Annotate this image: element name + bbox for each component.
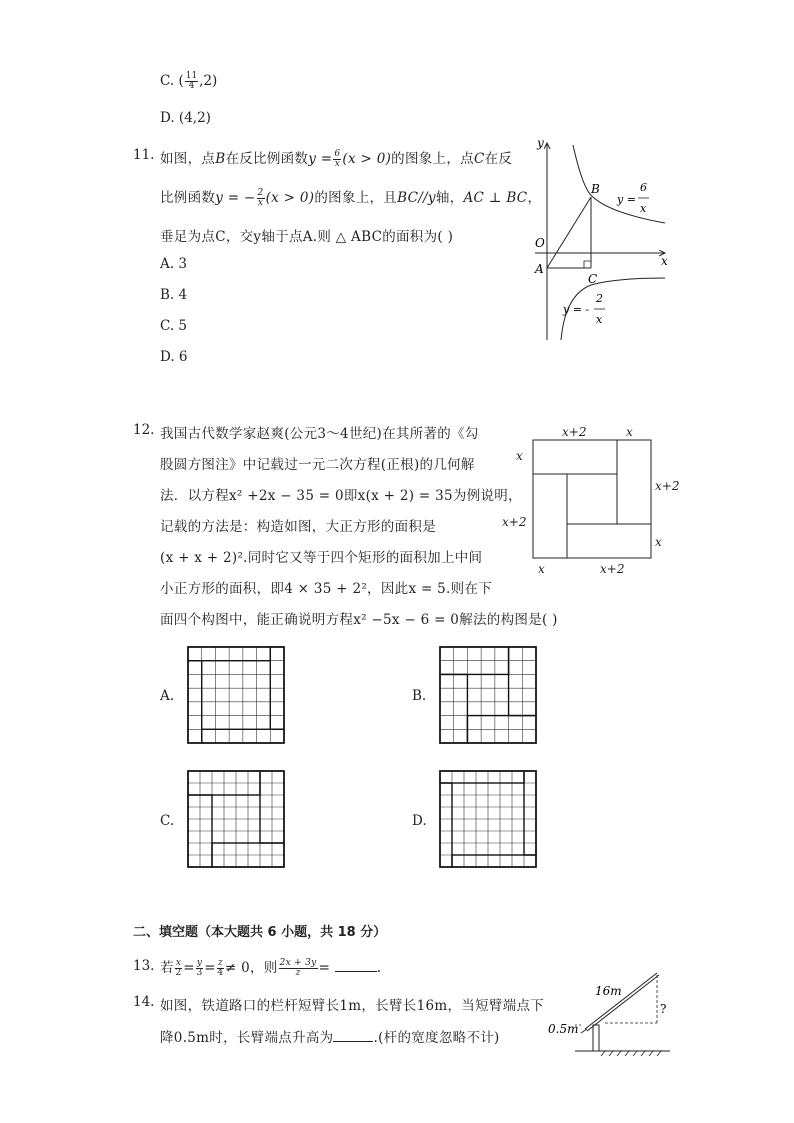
q13-line: 若 $\frac{x}{2}$ = $\frac{y}{3}$ = $\frac{z}{4}$ ≠ 0，则 $\frac{2x + 3y}{z}$ = .	[160, 958, 382, 978]
q12-figure	[500, 420, 690, 580]
q11-line2: 比例函数y = − $\frac{2}{x}$ (x > 0)的图象上，且BC//y轴，AC ⊥ BC，	[160, 188, 542, 208]
label-16m: 16m	[595, 984, 622, 998]
q12-line2: 股圆方图注》中记载过一元二次方程(正根)的几何解	[160, 457, 475, 473]
q10-option-c[interactable]: C. ( $\frac{11}{4}$ ,2)	[160, 71, 218, 91]
q14-line2: 降0.5m时，长臂端点升高为 .(杆的宽度忽略不计)	[160, 1030, 500, 1046]
q12-option-c-label[interactable]: C.	[160, 813, 175, 829]
label-a: A	[535, 262, 544, 276]
q11-line3: 垂足为点C，交y轴于点A.则 △ ABC的面积为( )	[160, 229, 454, 245]
rect-top	[533, 440, 617, 474]
q14-number: 14.	[133, 994, 155, 1010]
q12-line6: 小正方形的面积，即4 × 35 + 2²，因此x = 5.则在下	[160, 581, 493, 597]
post	[593, 1025, 599, 1051]
curve-6-over-x	[573, 145, 665, 223]
q12-line4: 记载的方法是：构造如图，大正方形的面积是	[160, 519, 436, 535]
svg-text:x: x	[640, 202, 647, 215]
rect-right	[617, 440, 651, 524]
q13-answer-blank[interactable]	[335, 959, 377, 972]
q12-option-b-figure[interactable]	[439, 646, 537, 744]
svg-text:x: x	[626, 425, 633, 439]
q14-line1: 如图，铁道路口的栏杆短臂长1m，长臂长16m，当短臂端点下	[160, 998, 545, 1014]
q10-option-d[interactable]: D. (4,2)	[160, 110, 211, 126]
q10-option-c-label: C.	[160, 73, 175, 89]
q11-option-d[interactable]: D. 6	[160, 349, 188, 365]
curve1-label: y =	[617, 193, 636, 206]
q12-option-d-label[interactable]: D.	[412, 813, 427, 829]
q12-option-a-figure[interactable]	[187, 646, 285, 744]
q12-line5: (x + x + 2)².同时它又等于四个矩形的面积加上中间	[160, 550, 483, 566]
q13-number: 13.	[133, 958, 155, 974]
q12-option-a-label[interactable]: A.	[160, 688, 175, 704]
label-o: O	[535, 236, 545, 250]
svg-text:x+2: x+2	[655, 479, 680, 493]
label-x: x	[661, 254, 668, 268]
curve2-label: y = -	[563, 303, 590, 316]
q14-figure	[545, 965, 675, 1060]
svg-text:x: x	[538, 562, 545, 576]
svg-text:2: 2	[596, 292, 603, 305]
label-c: C	[588, 272, 598, 286]
rect-bottom	[567, 524, 651, 558]
label-question: ?	[660, 1002, 667, 1016]
long-arm	[585, 973, 657, 1029]
q11-figure	[525, 135, 675, 345]
q11-option-a[interactable]: A. 3	[160, 256, 187, 272]
right-angle-mark	[584, 261, 591, 268]
svg-text:6: 6	[640, 181, 647, 194]
segment-ab	[547, 197, 591, 268]
q11-option-c[interactable]: C. 5	[160, 318, 188, 334]
svg-text:x+2: x+2	[600, 562, 625, 576]
svg-text:x: x	[516, 449, 523, 463]
svg-text:x+2: x+2	[562, 425, 587, 439]
svg-text:x: x	[655, 535, 662, 549]
q12-line1: 我国古代数学家赵爽(公元3～4世纪)在其所著的《勾	[160, 426, 479, 442]
q12-option-b-label[interactable]: B.	[412, 688, 427, 704]
label-b: B	[591, 182, 600, 196]
outer-square	[533, 440, 651, 558]
section-title: 二、填空题（本大题共 6 小题，共 18 分）	[133, 925, 387, 940]
q12-number: 12.	[133, 422, 155, 438]
q11-option-b[interactable]: B. 4	[160, 287, 188, 303]
q11-line1: 如图，点B在反比例函数y = $\frac{6}{x}$ (x > 0)的图象上，点C在反	[160, 149, 513, 169]
label-0-5m: 0.5m	[548, 1022, 579, 1036]
q12-option-c-figure[interactable]	[187, 770, 285, 868]
svg-text:x: x	[596, 313, 603, 326]
short-arm	[581, 1029, 587, 1033]
rect-left	[533, 474, 567, 558]
q12-option-d-figure[interactable]	[439, 770, 537, 868]
q12-line3: 法．以方程x² +2x − 35 = 0即x(x + 2) = 35为例说明，	[160, 488, 522, 504]
q11-number: 11.	[133, 147, 155, 163]
q14-answer-blank[interactable]	[333, 1029, 373, 1042]
inner-square	[567, 474, 617, 524]
q12-line7: 面四个构图中，能正确说明方程x² −5x − 6 = 0解法的构图是( )	[160, 612, 558, 628]
svg-text:x+2: x+2	[502, 515, 527, 529]
label-y: y	[537, 136, 544, 150]
q10-option-c-fraction: $\frac{11}{4}$	[185, 71, 198, 91]
